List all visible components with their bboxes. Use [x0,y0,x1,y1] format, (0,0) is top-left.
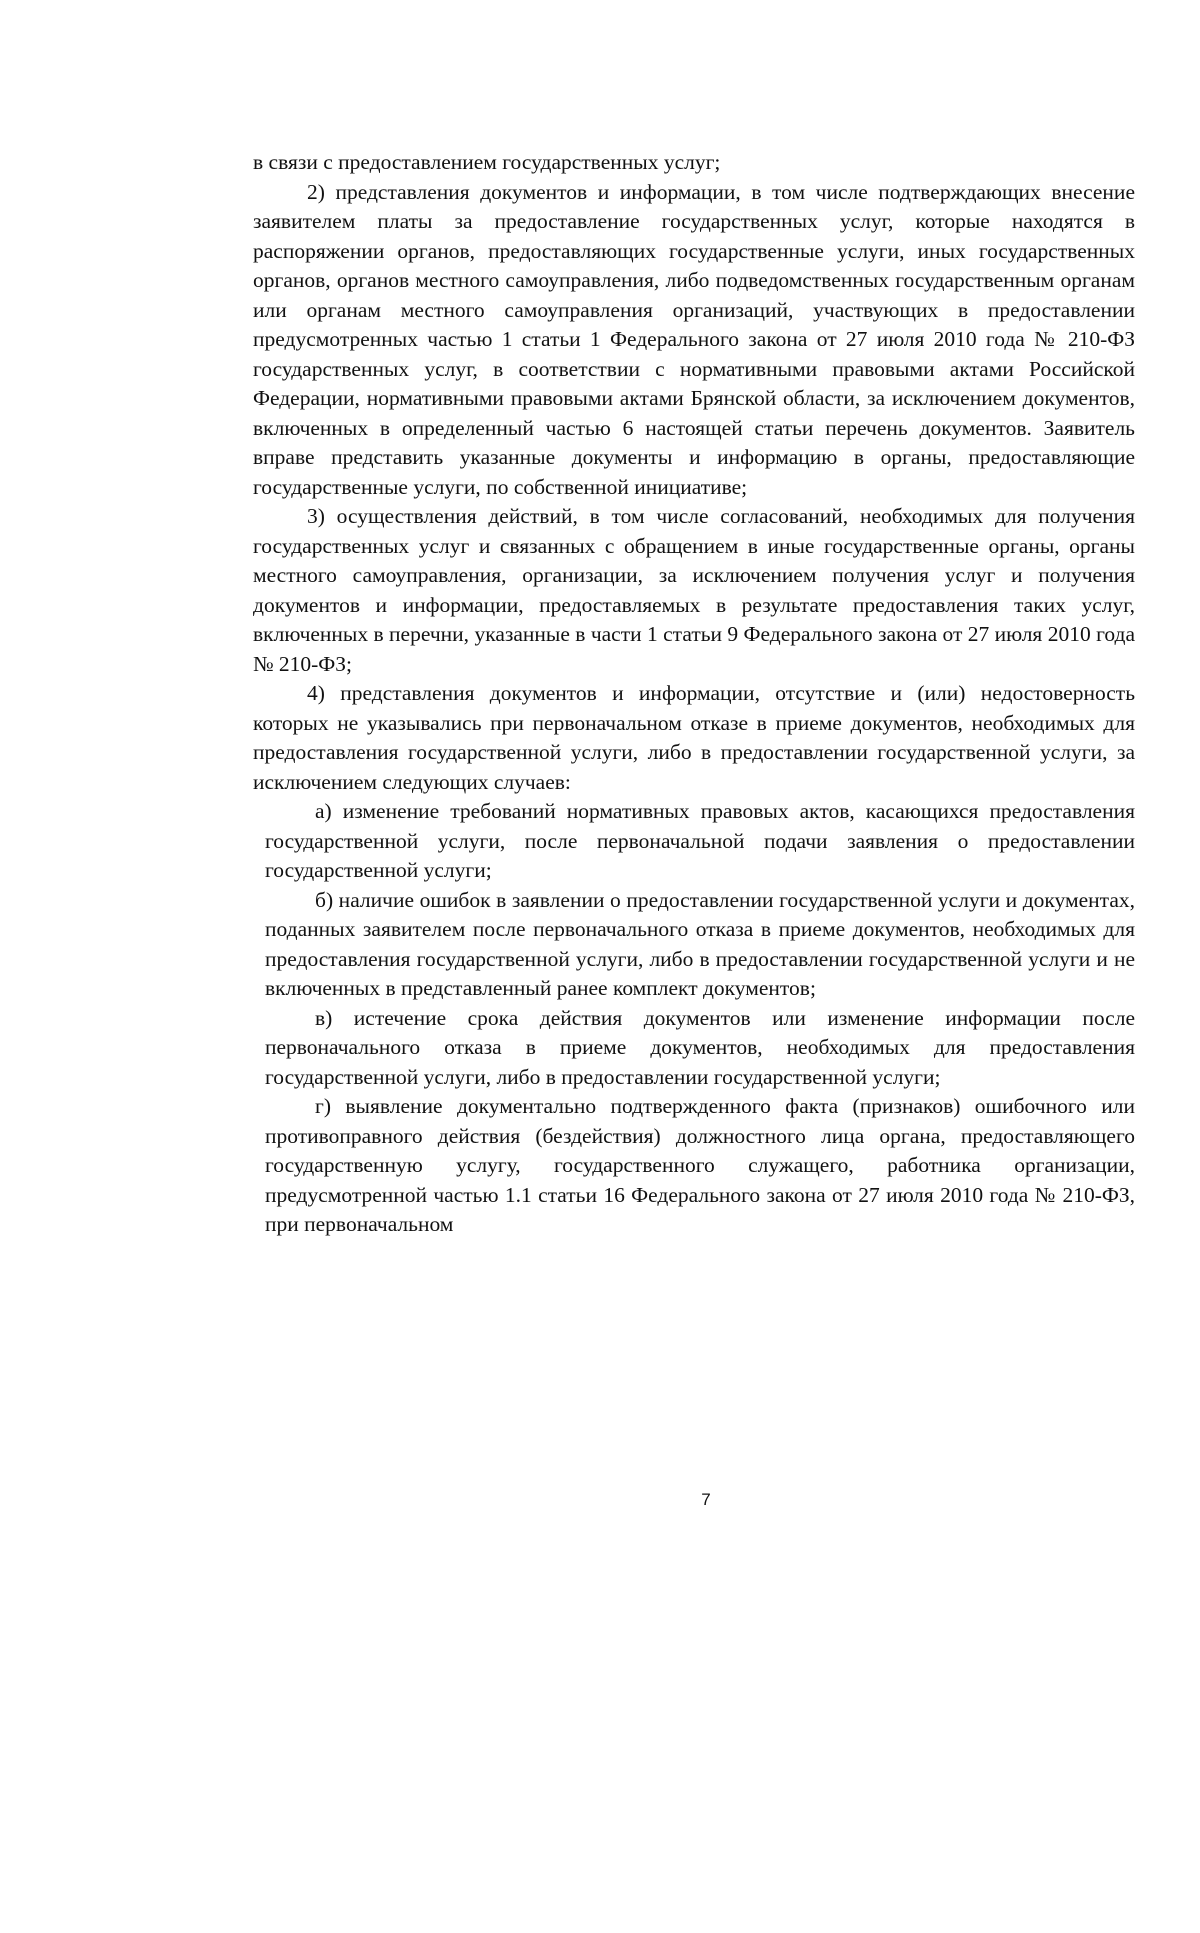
page-number: 7 [701,1490,711,1509]
paragraph-continuation: в связи с предоставлением государственных услуг; [253,150,721,174]
paragraph-subitem-v: в) истечение срока действия документов или изменение информации после первоначального отказа в приеме документов, необходимых для предоставления государственной услуги, либо в предоставлении государственной услуги; [265,1005,1135,1089]
paragraph-subitem-g: г) выявление документально подтвержденного факта (признаков) ошибочного или противоправного действия (бездействия) должностного лица органа, предоставляющего государственную услугу, государственного служащего, работника организации, предусмотренной частью 1.1 статьи 16 Федерального закона от 27 июля 2010 года № 210-ФЗ, при первоначальном [265,1094,1135,1236]
paragraph-item-2: 2) представления документов и информации, в том числе подтверждающих внесение заявителем платы за предоставление государственных услуг, которые находятся в распоряжении органов, предоставляющих государственные услуги, иных государственных органов, органов местного самоуправления, либо подведомственных государственным органам или органам местного самоуправления организаций, участвующих в предоставлении предусмотренных частью 1 статьи 1 Федерального закона от 27 июля 2010 года № 210-ФЗ государственных услуг, в соответствии с нормативными правовыми актами Российской Федерации, нормативными правовыми актами Брянской области, за исключением документов, включенных в определенный частью 6 настоящей статьи перечень документов. Заявитель вправе представить указанные документы и информацию в органы, предоставляющие государственные услуги, по собственной инициативе; [253,179,1135,499]
paragraph-item-4: 4) представления документов и информации, отсутствие и (или) недостоверность которых не указывались при первоначальном отказе в приеме документов, необходимых для предоставления государственной услуги, либо в предоставлении государственной услуги, за исключением следующих случаев: [253,681,1135,794]
paragraph-subitem-b: б) наличие ошибок в заявлении о предоставлении государственной услуги и документах, поданных заявителем после первоначального отказа в приеме документов, необходимых для предоставления государственной услуги, либо в предоставлении государственной услуги и не включенных в представленный ранее комплект документов; [265,887,1135,1000]
document-body [253,148,1135,1240]
paragraph-item-3: 3) осуществления действий, в том числе согласований, необходимых для получения государственных услуг и связанных с обращением в иные государственные органы, органы местного самоуправления, организации, за исключением получения услуг и получения документов и информации, предоставляемых в результате предоставления таких услуг, включенных в перечни, указанные в части 1 статьи 9 Федерального закона от 27 июля 2010 года № 210-ФЗ; [253,504,1135,676]
paragraph-subitem-a: а) изменение требований нормативных правовых актов, касающихся предоставления государственной услуги, после первоначальной подачи заявления о предоставлении государственной услуги; [265,799,1135,882]
